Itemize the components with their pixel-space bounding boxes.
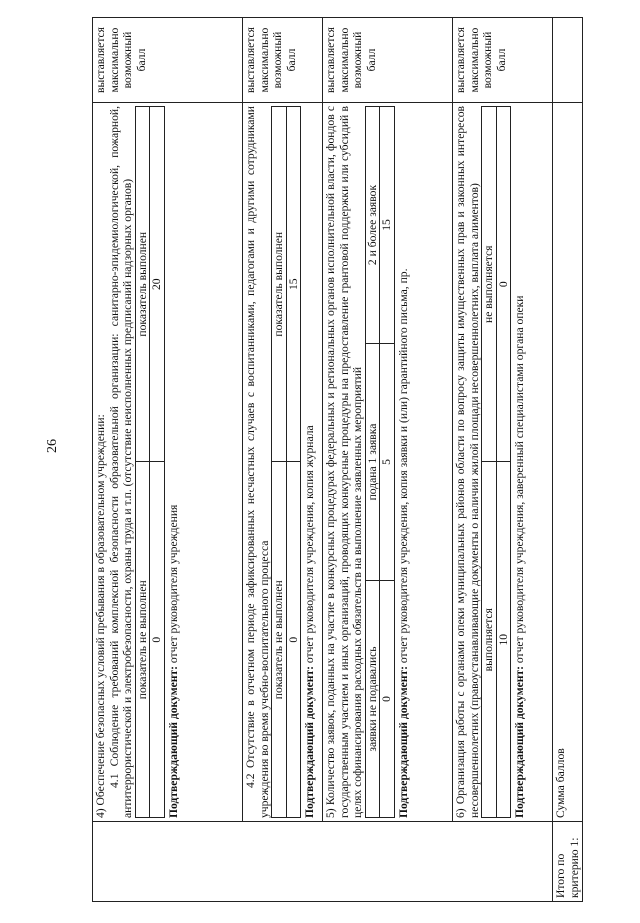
total-score-cell xyxy=(553,18,583,103)
s41-confirm-text: отчет руководителя учреждения xyxy=(166,504,180,664)
s42-head-0: показатель не выполнен xyxy=(272,462,287,818)
s41-score-cell xyxy=(93,18,243,103)
s6-score-text: выставляется максимально возможный балл xyxy=(454,26,508,94)
s5-confirm-text: отчет руководителя учреждения, копия заявки и (или) гарантийного письма, пр. xyxy=(396,268,410,664)
s42-val-1: 15 xyxy=(286,107,301,463)
s5-val-1: 5 xyxy=(380,344,395,581)
section-42-score-table xyxy=(271,106,301,818)
s41-score-text: выставляется максимально возможный балл xyxy=(94,26,148,94)
s6-head-1: не выполняется xyxy=(482,107,497,463)
sum-label-cell xyxy=(553,103,583,822)
section-6-text: 6) Организация работы с органами опеки муниципальных районов области по вопросу защиты имущественных прав и законных интересов несовершеннолетних (правоустанавливающие документы о наличии жилой площади несовершеннолетних, выплата алиментов) xyxy=(454,106,481,818)
rotated-criteria-table xyxy=(92,17,581,902)
total-label: Итого по критерию 1: xyxy=(554,837,581,898)
section-4-title: 4) Обеспечение безопасных условий пребывания в образовательном учреждении: xyxy=(94,414,107,818)
s5-score-cell xyxy=(323,18,453,103)
section-42-cell xyxy=(243,103,323,822)
table-row-section-5 xyxy=(323,18,453,902)
table-row-section-6 xyxy=(453,18,553,902)
s5-val-2: 15 xyxy=(380,107,395,344)
s41-confirm-label: Подтверждающий документ: xyxy=(166,666,180,818)
s42-score-cell xyxy=(243,18,323,103)
s42-confirm-text: отчет руководителя учреждения, копия журнала xyxy=(303,425,316,664)
section-5-score-table xyxy=(365,106,395,818)
s6-confirm-text: отчет руководителя учреждения, заверенный специалистами органа опеки xyxy=(513,295,526,664)
s41-head-0: показатель не выполнен xyxy=(135,462,150,818)
criteria-table xyxy=(92,17,583,902)
section-41-text: 4.1 Соблюдение требований комплексной безопасности образовательной организации: санитарно-эпидемиологической, пожарной, антитеррористической и электробезопасности, охраны труда и т.п. (отсутствие неисполненных предписаний надзорных органов) xyxy=(107,106,134,818)
section-4-cell xyxy=(93,103,243,822)
section-6-cell xyxy=(453,103,553,822)
s42-val-0: 0 xyxy=(286,462,301,818)
s6-head-0: выполняется xyxy=(482,462,497,818)
s6-val-0: 10 xyxy=(496,462,511,818)
s5-head-1: подана 1 заявка xyxy=(365,344,380,581)
sum-label: Сумма баллов xyxy=(554,748,567,818)
s6-score-cell xyxy=(453,18,553,103)
s41-val-1: 20 xyxy=(150,107,165,463)
s6-val-1: 0 xyxy=(496,107,511,463)
table-row-section-42 xyxy=(243,18,323,902)
section-42-text: 4.2 Отсутствие в отчетном периоде зафиксированных несчастных случаев с воспитанниками, педагогами и другими сотрудниками учреждения во время учебно-воспитательного процесса xyxy=(244,106,271,818)
section-5-text: 5) Количество заявок, поданных на участие в конкурсных процедурах федеральных и региональных органов исполнительной власти, фондов с государственным участием и иных организаций, проводящих конкурсные процедуры на предоставление грантовой поддержки или субсидий в целях софинансирования расходных обязательств на выполнение заявленных мероприятий xyxy=(324,106,364,818)
section-6-score-table xyxy=(481,106,511,818)
section-41-score-table xyxy=(135,106,165,818)
s5-confirm-label: Подтверждающий документ: xyxy=(396,666,410,818)
s41-val-0: 0 xyxy=(150,462,165,818)
section-5-cell xyxy=(323,103,453,822)
table-row-total xyxy=(553,18,583,902)
s5-head-0: заявки не подавались xyxy=(365,581,380,818)
s6-confirm-label: Подтверждающий документ: xyxy=(513,666,526,818)
page-number: 26 xyxy=(45,439,60,453)
s42-score-text: выставляется максимально возможный балл xyxy=(244,26,298,94)
total-label-cell xyxy=(553,822,583,902)
table-row-section-4 xyxy=(93,18,243,902)
s5-score-text: выставляется максимально возможный балл xyxy=(324,26,378,94)
s41-head-1: показатель выполнен xyxy=(135,107,150,463)
s5-val-0: 0 xyxy=(380,581,395,818)
left-blank-cell xyxy=(93,822,553,902)
s42-confirm-label: Подтверждающий документ: xyxy=(303,666,316,818)
s42-head-1: показатель выполнен xyxy=(272,107,287,463)
s5-head-2: 2 и более заявок xyxy=(365,107,380,344)
